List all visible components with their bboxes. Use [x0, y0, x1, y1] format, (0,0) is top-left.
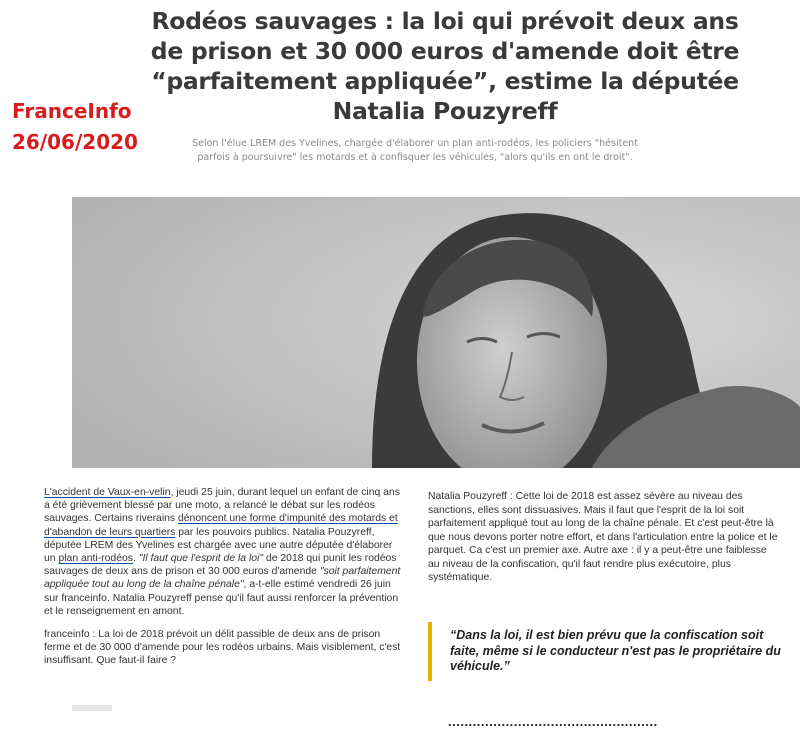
text-span: , jeudi 25 juin, durant lequel un enfant de cinq ans a été grièvement blessé par une moto, a relancé le débat sur les rodéos sauvages. Certains riverains [44, 487, 400, 525]
source-date: 26/06/2020 [12, 130, 138, 154]
text-span: , a-t-elle estimé vendredi 26 juin sur franceinfo. Natalia Pouzyreff pense qu'il faut aussi renforcer la prévention et le renseignement en amont. [44, 579, 399, 617]
inline-quote: "soit parfaitement appliquée tout au long de la chaîne pénale" [44, 566, 401, 591]
article-headline: Rodéos sauvages : la loi qui prévoit deux ans de prison et 30 000 euros d'amende doit être “parfaitement appliquée”, estime la députée Natalia Pouzyreff [150, 7, 740, 125]
paragraph-question: franceinfo : La loi de 2018 prévoit un délit passible de deux ans de prison ferme et de 30 000 d'amende pour les rodéos urbains. Mais visiblement, c'est insuffisant. Que faut-il faire ? [44, 629, 401, 667]
faded-text-fragment [72, 705, 112, 711]
inline-quote: "Il faut que l'esprit de la loi" [138, 553, 264, 565]
source-stamp [12, 96, 138, 158]
article-right-column [428, 490, 778, 585]
portrait-illustration [72, 197, 800, 468]
link-plan-anti-rodeos[interactable]: plan anti-rodéos [58, 553, 133, 565]
text-span: par les pouvoirs publics. Natalia Pouzyreff, députée LREM des Yvelines est chargée avec une autre députée d'élaborer un [44, 526, 393, 565]
dotted-separator: ................................................... [448, 714, 658, 729]
source-name: FranceInfo [12, 99, 132, 123]
link-denoncent[interactable]: dénoncent une forme d'impunité des motards et d'abandon de leurs quartiers [44, 513, 398, 538]
text-span: . [132, 553, 139, 565]
portrait-photo [72, 197, 800, 468]
text-span: de 2018 qui punit les rodéos sauvages de deux ans de prison et 30 000 euros d'amende [44, 553, 397, 578]
paragraph-answer: Natalia Pouzyreff : Cette loi de 2018 est assez sévère au niveau des sanctions, elles sont dissuasives. Mais il faut que l'esprit de la loi soit parfaitement appliqué tout au long de la chaîne pénale. Et c'est peut-être là que nous devons porter notre effort, et dans l'articulation entre la police et le parquet. Ca c'est un premier axe. Autre axe : il y a peut-être une faiblesse au niveau de la confiscation, qu'il faut rendre plus exécutoire, plus systématique. [428, 491, 778, 583]
article-left-column [44, 486, 404, 678]
pull-quote: “Dans la loi, il est bien prévu que la confiscation soit faite, même si le conducteur n'est pas le propriétaire du véhicule.” [428, 622, 795, 681]
paragraph-intro [44, 486, 404, 618]
link-accident-vaux-en-velin[interactable]: L'accident de Vaux-en-velin [44, 487, 171, 498]
article-subtitle: Selon l'élue LREM des Yvelines, chargée d'élaborer un plan anti-rodéos, les policiers "hésitent parfois à poursuivre" les motards et à confisquer les véhicules, "alors qu'ils en ont le droit". [192, 138, 638, 163]
